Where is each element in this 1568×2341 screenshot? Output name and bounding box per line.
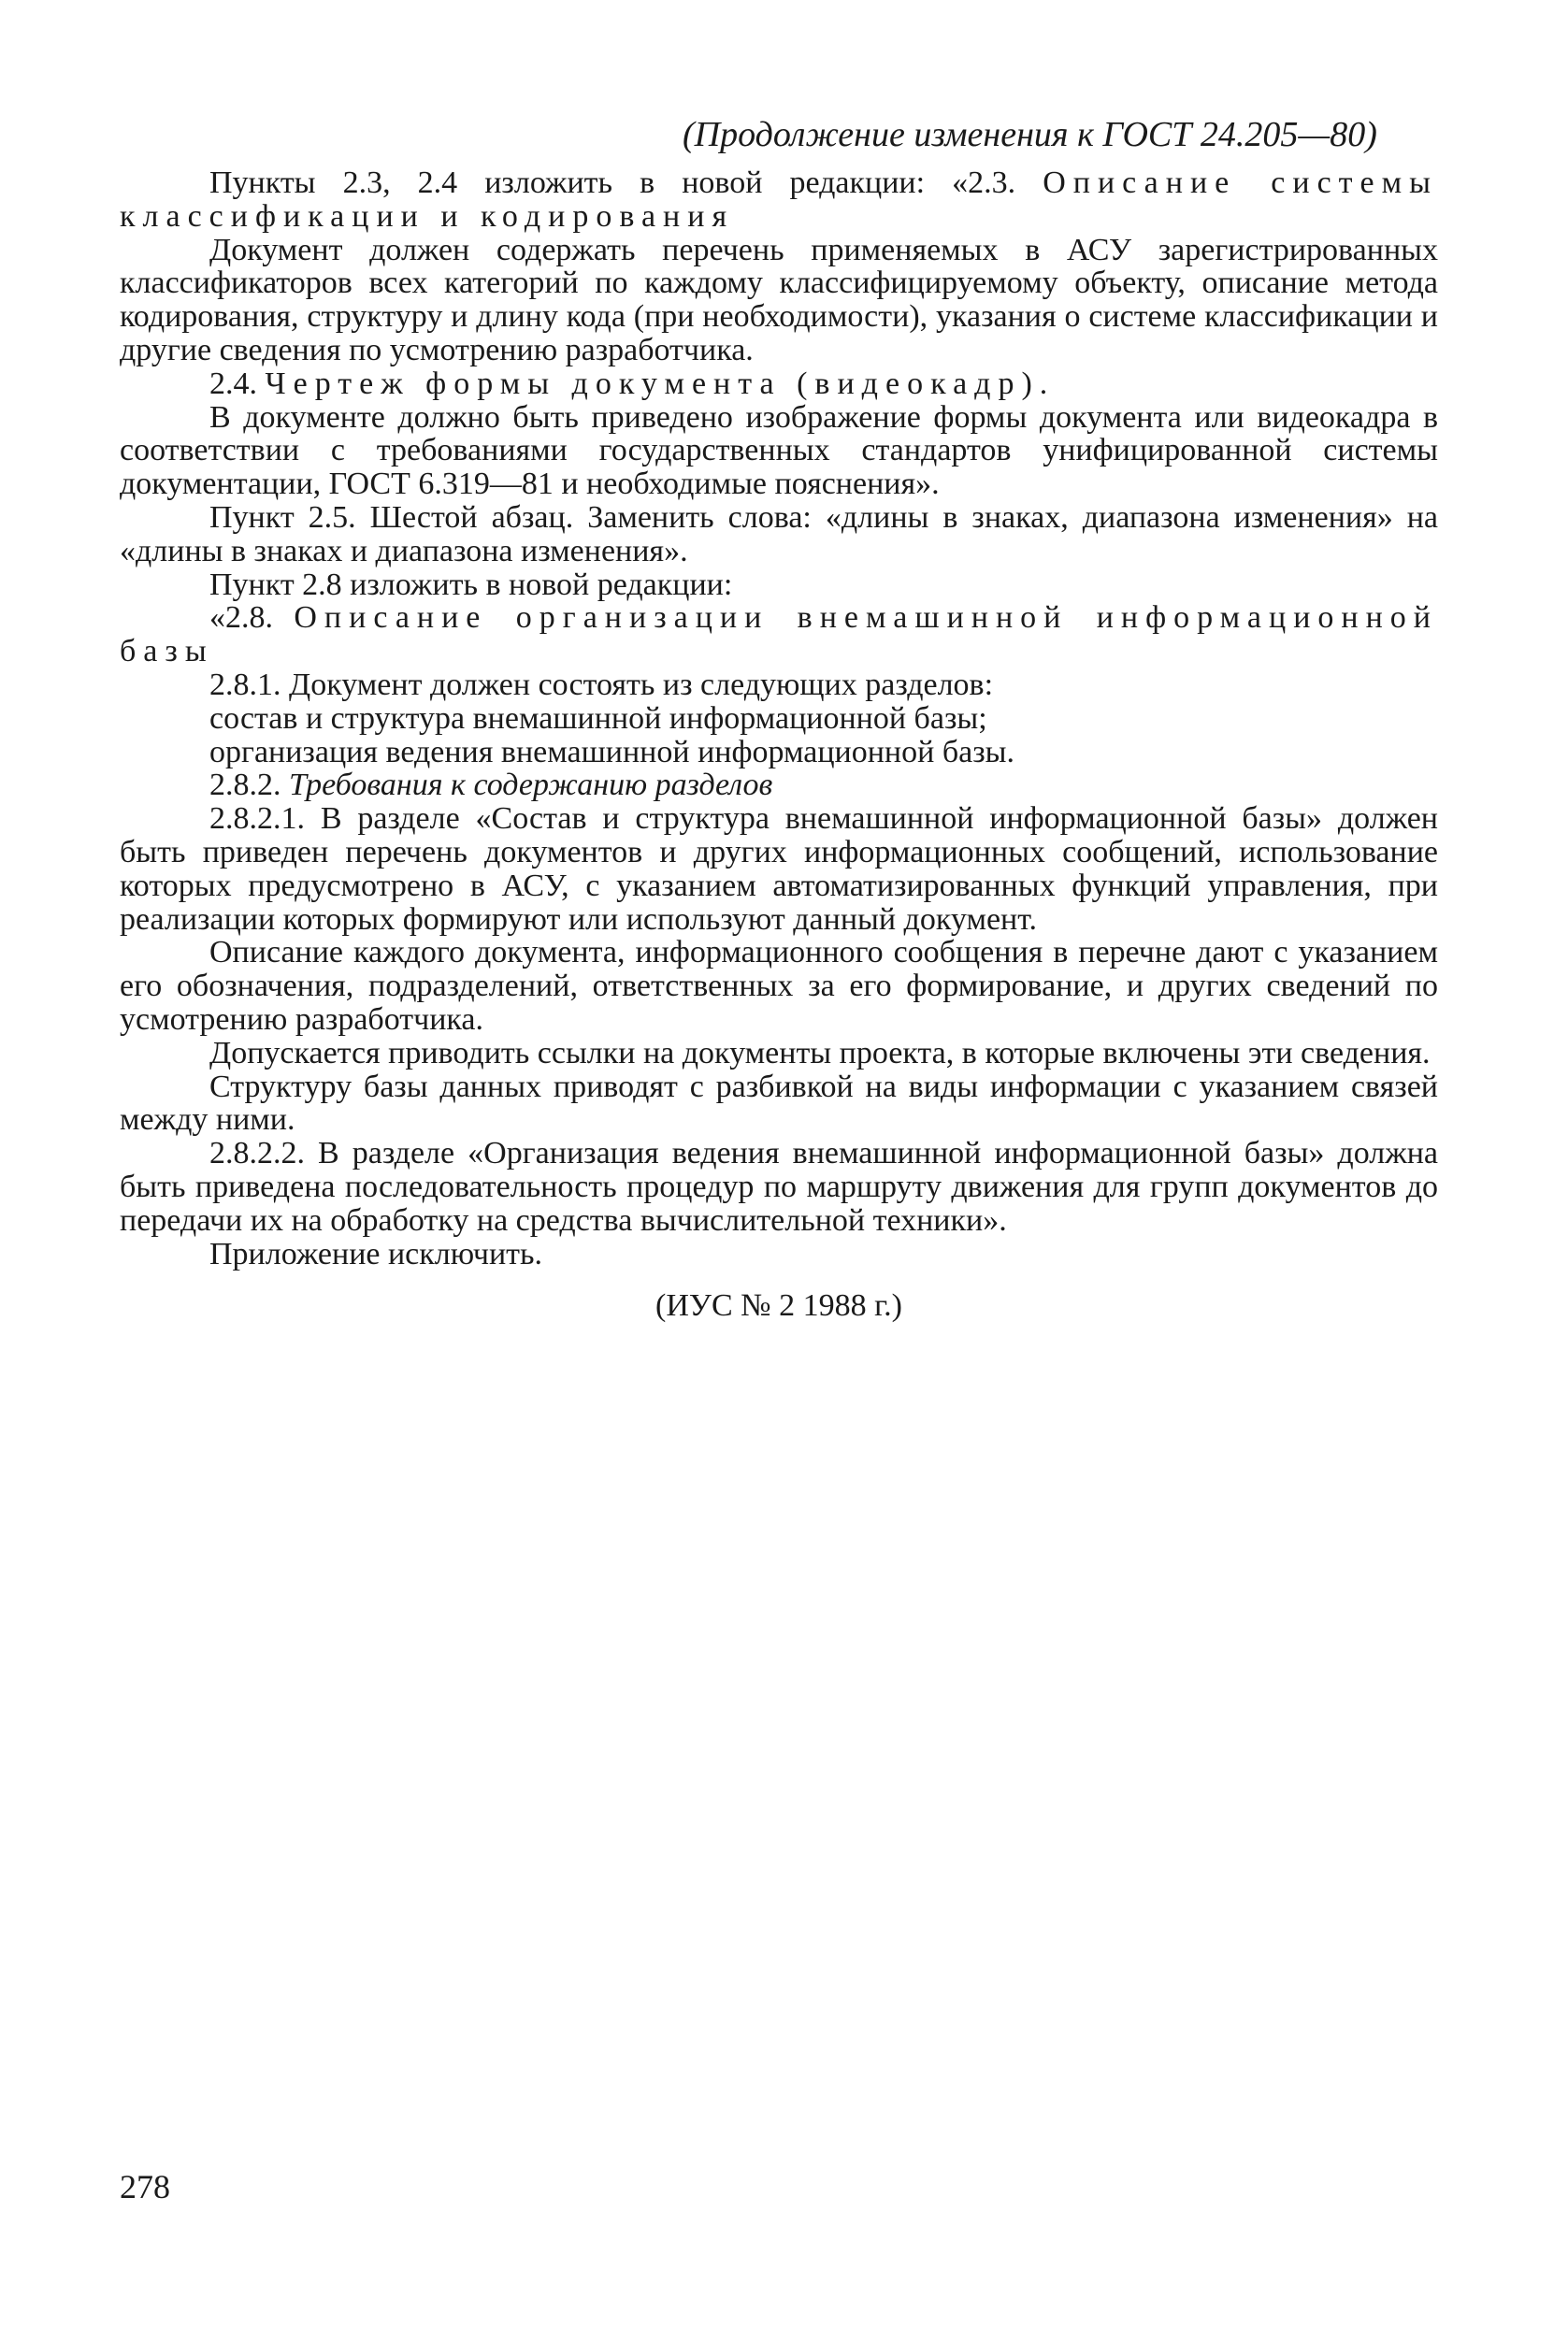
paragraph <box>120 166 1438 234</box>
paragraph: 2.8.2.2. В разделе «Организация ведения внемашинной информационной базы» должна быть приведена последовательность процедур по маршруту движения для групп документов до передачи их на обработку на средства вычислительной техники». <box>120 1136 1438 1238</box>
paragraph-lead: Пункты 2.3, 2.4 изложить в новой редакции: «2.3. <box>209 165 1043 200</box>
section-number: 2.8.2. <box>209 768 289 803</box>
source-reference: (ИУС № 2 1988 г.) <box>655 1288 902 1324</box>
paragraph: Описание каждого документа, информационного сообщения в перечне дают с указанием его обозначения, подразделений, ответственных за его формирование, и других сведений по усмотрению разработчика. <box>120 935 1438 1037</box>
paragraph: организация ведения внемашинной информационной базы. <box>209 734 1014 769</box>
paragraph <box>120 367 1438 401</box>
section-title-spaced: Описание системы классификации и кодирования <box>120 165 1438 234</box>
section-number: 2.4. <box>209 366 266 401</box>
paragraph: 2.8.1. Документ должен состоять из следующих разделов: <box>209 667 994 702</box>
paragraph: Допускается приводить ссылки на документы проекта, в которые включены эти сведения. <box>209 1035 1431 1070</box>
paragraph <box>120 601 1438 668</box>
page-number: 278 <box>120 2168 170 2205</box>
paragraph: Пункт 2.8 изложить в новой редакции: <box>209 567 733 602</box>
paragraph: В документе должно быть приведено изображение формы документа или видеокадра в соответствии с требованиями государственных стандартов унифицированной системы документации, ГОСТ 6.319—81 и необходимые пояснения». <box>120 399 1438 502</box>
document-body <box>120 166 1438 1323</box>
paragraph: 2.8.2.1. В разделе «Состав и структура внемашинной информационной базы» должен быть приведен перечень документов и других информационных сообщений, использование которых предусмотрено в АСУ, с указанием автоматизированных функций управления, при реализации которых формируют или используют данный документ. <box>120 801 1438 937</box>
paragraph: Пункт 2.5. Шестой абзац. Заменить слова: «длины в знаках, диапазона изменения» на «длины в знаках и диапазона изменения». <box>120 499 1438 568</box>
paragraph: Приложение исключить. <box>209 1236 543 1271</box>
continuation-header: (Продолжение изменения к ГОСТ 24.205—80) <box>683 115 1377 154</box>
section-title-italic: Требования к содержанию разделов <box>289 768 773 803</box>
paragraph: Документ должен содержать перечень применяемых в АСУ зарегистрированных классификаторов всех категорий по каждому классифицируемому объекту, описание метода кодирования, структуру и длину кода (при необходимости), указания о системе классификации и другие сведения по усмотрению разработчика. <box>120 232 1438 367</box>
paragraph: Структуру базы данных приводят с разбивкой на виды информации с указанием связей между ними. <box>120 1069 1438 1138</box>
paragraph <box>120 768 1438 802</box>
section-title-spaced: Описание организации внемашинной информационной базы <box>120 600 1438 669</box>
paragraph: состав и структура внемашинной информационной базы; <box>209 700 987 736</box>
section-number: «2.8. <box>209 600 295 636</box>
section-title-spaced: Чертеж формы документа (видеокадр). <box>265 366 1056 401</box>
